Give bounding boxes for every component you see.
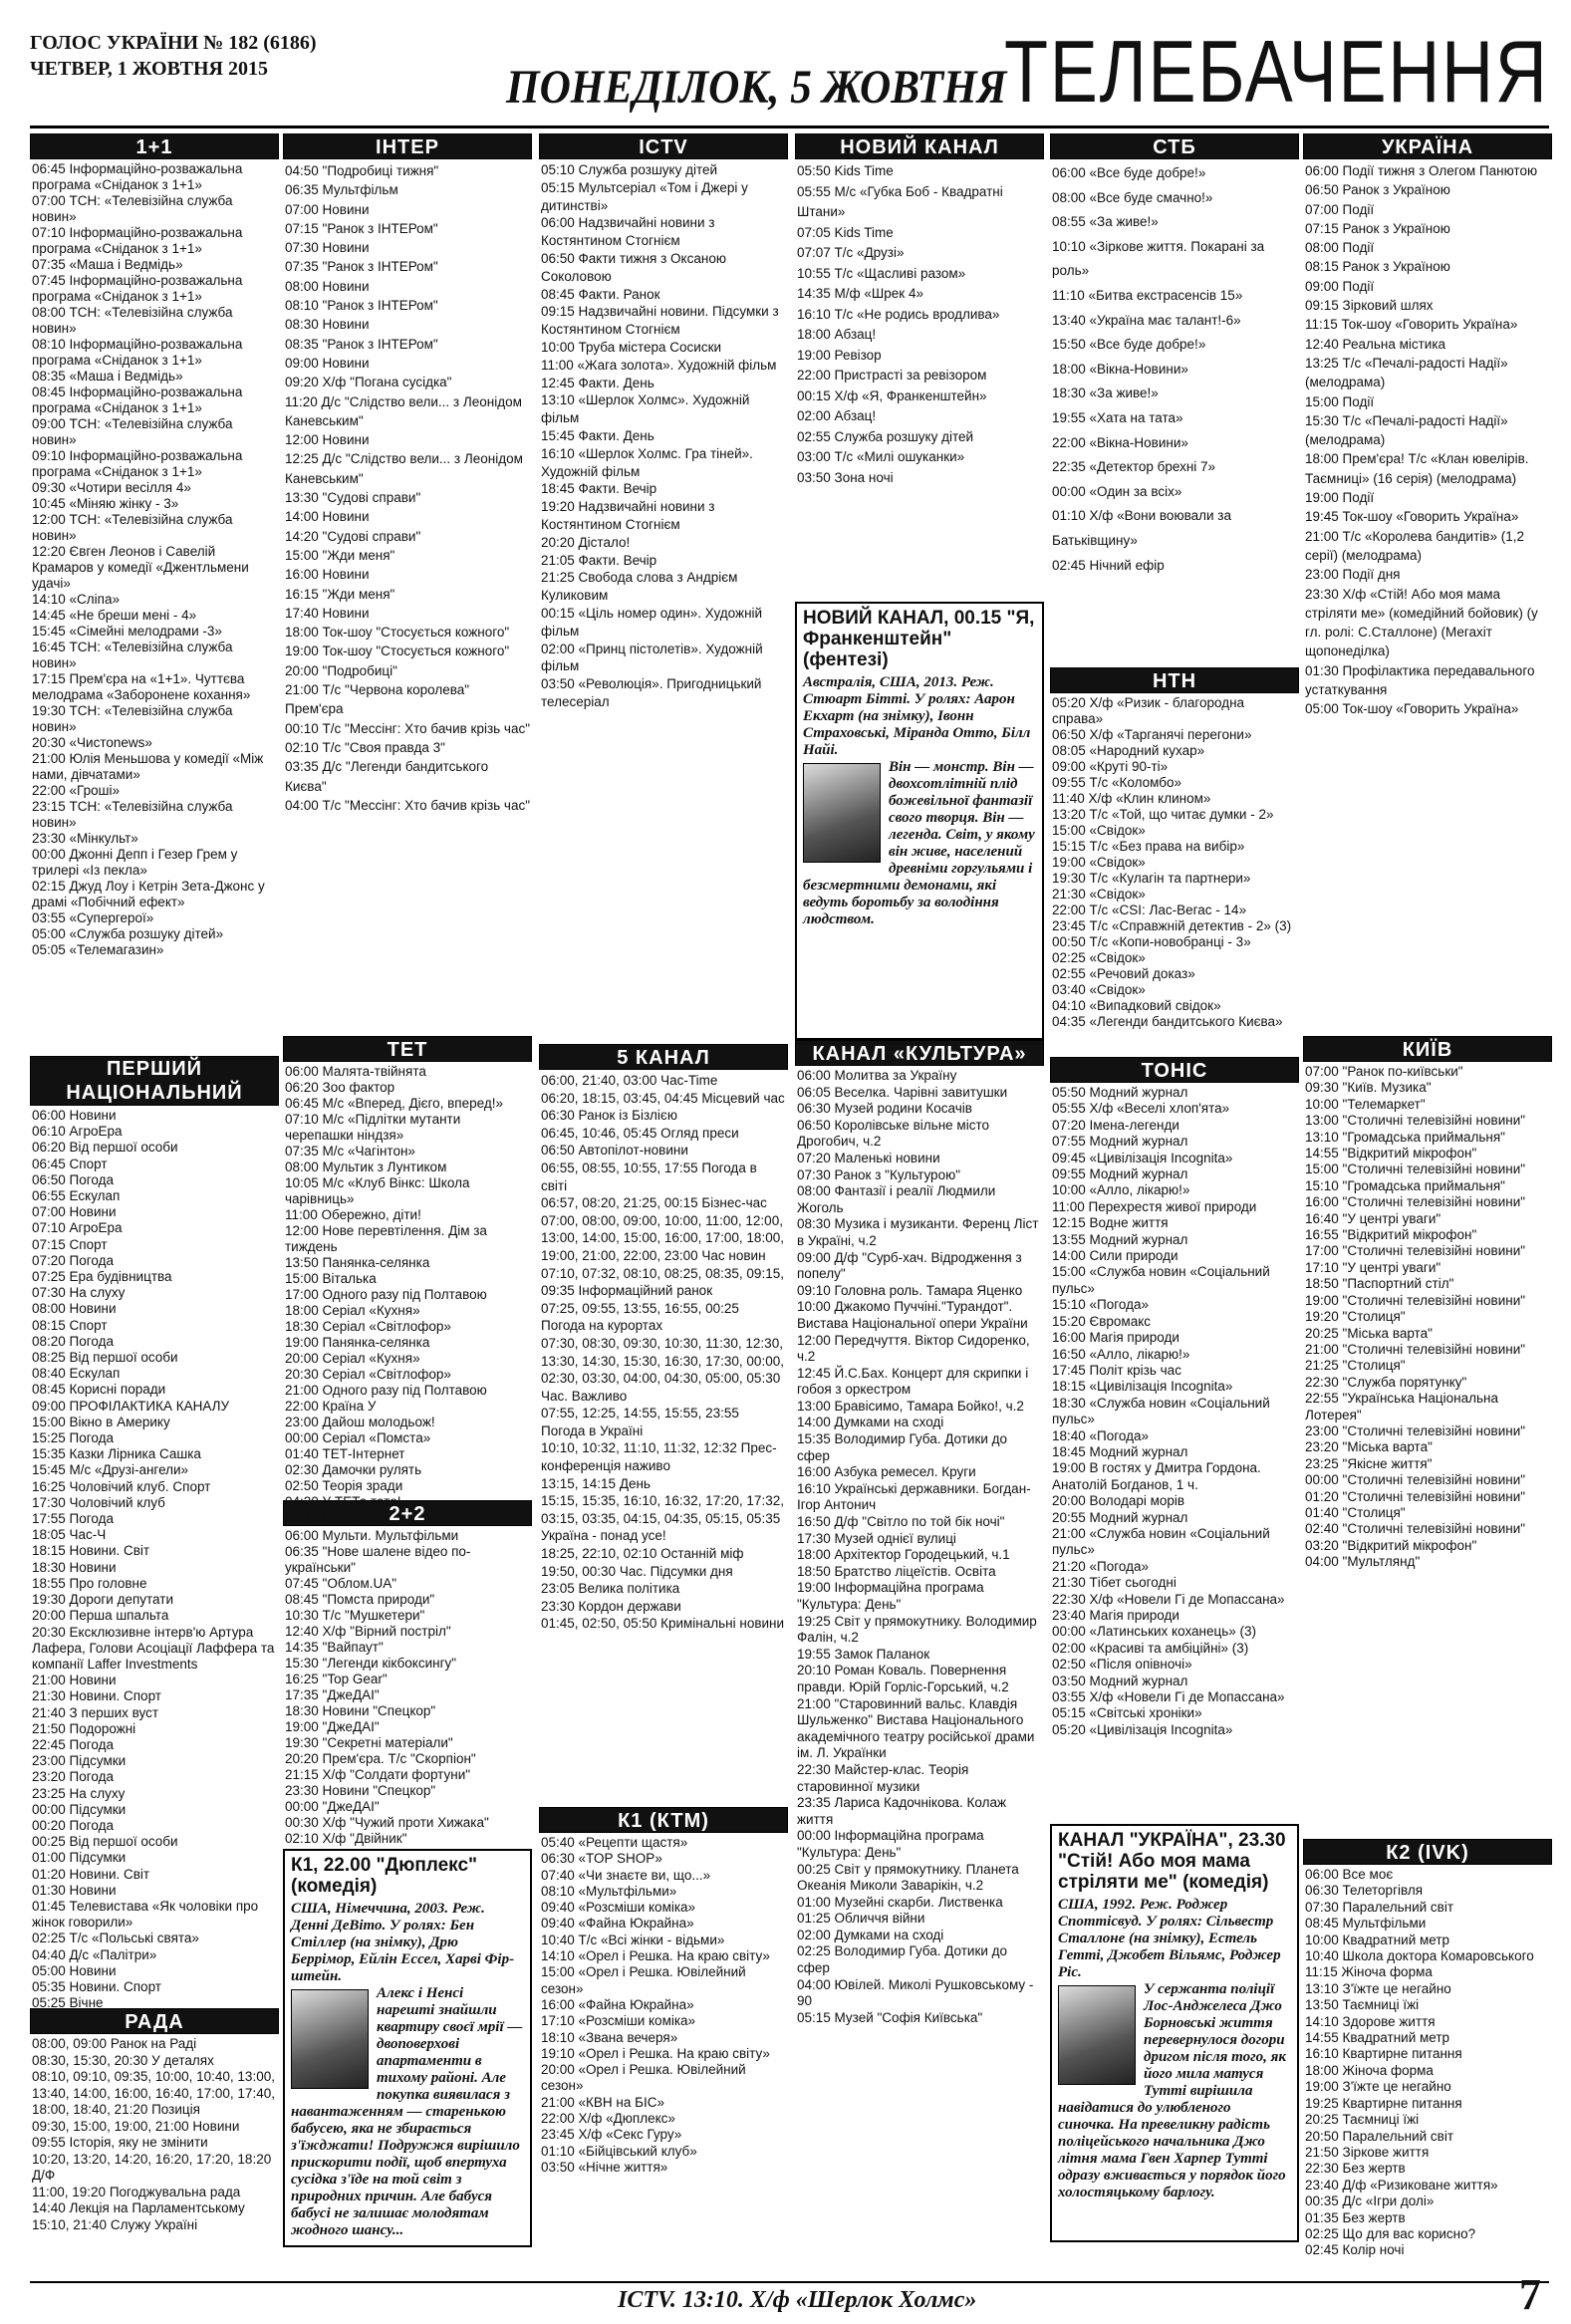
promo-box [1050,1824,1299,2242]
channel-name: 5 КАНАЛ [539,1044,788,1070]
program-list: 05:50 Модний журнал 05:55 Х/ф «Веселі хлоп'ята» 07:20 Імена-легенди 07:55 Модний журнал 09:45 «Цивілізація Incognita» 09:55 Модний журнал 10:00 «Алло, лікарю!» 11:00 Перехрестя живої природи 12:15 Водне життя 13:55 Модний журнал 14:00 Сили природи 15:00 «Служба новин «Соціальний пульс» 15:10 «Погода» 15:20 Євромакс 16:00 Магія природи 16:50 «Алло, лікарю!» 17:45 Політ крізь час 18:15 «Цивілізація Incognita» 18:30 «Служба новин «Соціальний пульс» 18:40 «Погода» 18:45 Модний журнал 19:00 В гостях у Дмитра Гордона. Анатолій Богданов, 1 ч. 20:00 Володарі морів 20:55 Модний журнал 21:00 «Служба новин «Соціальний пульс» 21:20 «Погода» 21:30 Тібет сьогодні 22:30 Х/ф «Новели Гі де Мопассана» 23:40 Магія природи 00:00 «Латинських коханець» (3) 02:00 «Красиві та амбіційні» (3) 02:50 «Після опівночі» 03:50 Модний журнал 03:55 Х/ф «Новели Гі де Мопассана» 05:15 «Світські хроніки» 05:20 «Цивілізація Incognita» [1052,1085,1285,1737]
promo-title: К1, 22.00 "Дюплекс" (комедія) [291,1855,478,1897]
program-list: 06:00, 21:40, 03:00 Час-Time 06:20, 18:15, 03:45, 04:45 Місцевий час 06:30 Ранок із Бізлією 06:45, 10:46, 05:45 Огляд преси 06:50 Автопілот-новини 06:55, 08:55, 10:55, 17:55 Погода в світі 06:57, 08:20, 21:25, 00:15 Бізнес-час 07:00, 08:00, 09:00, 10:00, 11:00, 12:00, 13:00, 14:00, 15:00, 16:00, 17:00, 18:00, 19:00, 21:00, 22:00, 23:00 Час новин 07:10, 07:32, 08:10, 08:25, 08:35, 09:15, 09:35 Інформаційний ранок 07:25, 09:55, 13:55, 16:55, 00:25 Погода на курортах 07:30, 08:30, 09:30, 10:30, 11:30, 12:30, 13:30, 14:30, 15:30, 16:30, 17:30, 00:00, 02:30, 03:30, 04:00, 04:30, 05:00, 05:30 Час. Важливо 07:55, 12:25, 14:55, 15:55, 23:55 Погода в Україні 10:10, 10:32, 11:10, 11:32, 12:32 Прес-конференція наживо 13:15, 14:15 День 15:15, 15:35, 16:10, 16:32, 17:20, 17:32, 03:15, 03:35, 04:15, 04:35, 05:15, 05:35 Україна - понад усе! 18:25, 22:10, 02:10 Останній міф 19:50, 00:30 Час. Підсумки дня 23:05 Велика політика 23:30 Кордон держави 01:45, 02:50, 05:50 Кримінальні новини [541,1073,785,1632]
page-header [30,22,1549,129]
page-number: 7 [1519,2270,1541,2319]
channel-name: К1 (КТМ) [539,1807,788,1833]
promo-credits: США, 1992. Реж. Роджер Споттісвуд. У ролях: Сільвестр Сталлоне (на знімку), Естель Гетті, Джобет Вільямс, Роджер Ріс. [1058,1897,1281,1980]
program-list: 05:40 «Рецепти щастя» 06:30 «TOP SHOP» 07:40 «Чи знаєте ви, що...» 08:10 «Мультфільми» 09:40 «Розсміши коміка» 09:40 «Файна Юкрайна» 10:40 Т/с «Всі жінки - відьми» 14:10 «Орел і Решка. На краю світу» 15:00 «Орел і Решка. Ювілейний сезон» 16:00 «Файна Юкрайна» 17:10 «Розсміши коміка» 18:10 «Звана вечеря» 19:10 «Орел і Решка. На краю світу» 20:00 «Орел і Решка. Ювілейний сезон» 21:00 «КВН на БІС» 22:00 Х/ф «Дюплекс» 23:45 Х/ф «Секс Гуру» 01:10 «Бійцівський клуб» 03:50 «Нічне життя» [541,1835,770,2175]
program-list: 06:00 Малята-твійнята 06:20 Зоо фактор 06:45 М/с «Вперед, Дієго, вперед!» 07:10 М/с «Підлітки мутанти черепашки ніндзя» 07:35 М/с «Чагінтон» 08:00 Мультик з Лунтиком 10:05 М/с «Клуб Вінкс: Школа чарівниць» 11:00 Обережно, діти! 12:00 Нове перевтілення. Дім за тиждень 13:50 Панянка-селянка 15:00 Віталька 17:00 Одного разу під Полтавою 18:00 Серіал «Кухня» 18:30 Серіал «Світлофор» 19:00 Панянка-селянка 20:00 Серіал «Кухня» 20:30 Серіал «Світлофор» 21:00 Одного разу під Полтавою 22:00 Країна У 23:00 Дайош молодьож! 00:00 Серіал «Помста» 01:40 ТЕТ-Інтернет 02:30 Дамочки рулять 02:50 Теорія зради 04:20 У ТЕТа тато! 05:10 Це любов [285,1064,503,1525]
program-list: 04:50 "Подробиці тижня" 06:35 Мультфільм 07:00 Новини 07:15 "Ранок з ІНТЕРом" 07:30 Новини 07:35 "Ранок з ІНТЕРом" 08:00 Новини 08:10 "Ранок з ІНТЕРом" 08:30 Новини 08:35 "Ранок з ІНТЕРом" 09:00 Новини 09:20 Х/ф "Погана сусідка" 11:20 Д/с "Слідство вели... з Леонідом Каневським" 12:00 Новини 12:25 Д/с "Слідство вели... з Леонідом Каневським" 13:30 "Судові справи" 14:00 Новини 14:20 "Судові справи" 15:00 "Жди меня" 16:00 Новини 16:15 "Жди меня" 17:40 Новини 18:00 Ток-шоу "Стосується кожного" 19:00 Ток-шоу "Стосується кожного" 20:00 "Подробиці" 21:00 Т/с "Червона королева" Прем'єра 00:10 Т/с "Мессінг: Хто бачив крізь час" 02:10 Т/с "Своя правда 3" 03:35 Д/с "Легенди бандитського Києва" 04:00 Т/с "Мессінг: Хто бачив крізь час" [285,163,531,813]
issue-date: ЧЕТВЕР, 1 ЖОВТНЯ 2015 [30,58,269,80]
paper-name: ГОЛОС УКРАЇНИ № 182 (6186) [30,32,317,54]
actor-photo [291,1989,369,2089]
column-2 [283,133,532,2247]
promo-text: Він — монстр. Він — двохсотлітній плід божевільної фантазії свого творця. Він — легенда. Світ, у якому він живе, населений древніми горгульями і безсмертними демонами, які ведуть боротьбу за володіння людством. [803,759,1035,927]
channel-name: ICTV [539,133,788,159]
channel-name: ТЕТ [283,1036,532,1062]
column-4 [795,133,1044,2221]
promo-credits: США, Німеччина, 2003. Реж. Денні ДеВіто. У ролях: Бен Стіллер (на знімку), Дрю Беррімор, Ейлін Ессел, Харві Фір-штейн. [291,1901,515,1984]
column-3 [539,133,788,2241]
channel-name: К2 (IVK) [1303,1839,1552,1865]
channel-name: ПЕРШИЙ НАЦІОНАЛЬНИЙ [30,1056,279,1106]
footer-promo: ICTV. 13:10. Х/ф «Шерлок Холмс» [618,2287,977,2313]
program-list: 08:00, 09:00 Ранок на Раді 08:30, 15:30, 20:30 У деталях 08:10, 09:10, 09:35, 10:00, 10:40, 13:00, 13:40, 14:00, 16:00, 16:40, 17:00, 17:40, 18:00, 18:40, 21:20 Позиція 09:30, 15:00, 19:00, 21:00 Новини 09:55 Історія, яку не змінити 10:20, 13:20, 14:20, 16:20, 17:20, 18:20 Д/Ф 11:00, 19:20 Погоджувальна рада 14:40 Лекція на Парламентському 15:10, 21:40 Служу Україні [32,2036,275,2232]
channel-name: НТН [1050,667,1299,693]
program-list: 06:00 Новини 06:10 АгроЕра 06:20 Від першої особи 06:45 Спорт 06:50 Погода 06:55 Ескулап 07:00 Новини 07:10 АгроЕра 07:15 Спорт 07:20 Погода 07:25 Ера будівництва 07:30 На слуху 08:00 Новини 08:15 Спорт 08:20 Погода 08:25 Від першої особи 08:40 Ескулап 08:45 Корисні поради 09:00 ПРОФІЛАКТИКА КАНАЛУ 15:00 Вікно в Америку 15:25 Погода 15:35 Казки Лірника Сашка 15:45 М/с «Друзі-ангели» 16:25 Чоловічий клуб. Спорт 17:30 Чоловічий клуб 17:55 Погода 18:05 Час-Ч 18:15 Новини. Світ 18:30 Новини 18:55 Про головне 19:30 Дороги депутати 20:00 Перша шпальта 20:30 Ексклюзивне інтерв'ю Артура Лафера, Голови Асоціації Лаффера та компанії Laffer Investments 21:00 Новини 21:30 Новини. Спорт 21:40 З перших вуст 21:50 Подорожні 22:45 Погода 23:00 Підсумки 23:20 Погода 23:25 На слуху 00:00 Підсумки 00:20 Погода 00:25 Від першої особи 01:00 Підсумки 01:20 Новини. Світ 01:30 Новини 01:45 Телевистава «Як чоловіки про жінок говорили» 02:25 Т/с «Польські свята» 04:40 Д/с «Палітри» 05:00 Новини 05:35 Новини. Спорт 05:25 Вічне [32,1108,275,2011]
program-list: 06:00 Події тижня з Олегом Панютою 06:50 Ранок з Україною 07:00 Події 07:15 Ранок з Україною 08:00 Події 08:15 Ранок з Україною 09:00 Події 09:15 Зірковий шлях 11:15 Ток-шоу «Говорить Україна» 12:40 Реальна містика 13:25 Т/с «Печалі-радості Надії» (мелодрама) 15:00 Події 15:30 Т/с «Печалі-радості Надії» (мелодрама) 18:00 Прем'єра! Т/с «Клан ювелірів. Таємниці» (16 серія) (мелодрама) 19:00 Події 19:45 Ток-шоу «Говорить Україна» 21:00 Т/с «Королева бандитів» (1,2 серії) (мелодрама) 23:00 Події дня 23:30 Х/ф «Стій! Або моя мама стріляти ме» (комедійний бойовик) (у гл. ролі: С.Сталлоне) (Мегахіт щопонеділка) 01:30 Профілактика передавального устаткування 05:00 Ток-шоу «Говорить Україна» [1305,163,1538,717]
promo-text: Алекс і Ненсі нарешті знайшли квартиру своєї мрії — двоповерхові апартаменти в тихому районі. Але покупка виявилася з навантаженням — старенькою бабусею, яка не збирається з'їжджати! Подружжя вирішило прискорити події, щоб впертуха сусідка з'їде на той світ з природних причин. Але бабуся бабусі не залишає молодятам жодного шансу... [291,1985,523,2238]
header-rule [30,126,1549,129]
promo-box [795,602,1044,1040]
program-list: 06:00 «Все буде добре!» 08:00 «Все буде смачно!» 08:55 «За живе!» 10:10 «Зіркове життя. Покарані за роль» 11:10 «Битва екстрасенсів 15» 13:40 «Україна має талант!-6» 15:50 «Все буде добре!» 18:00 «Вікна-Новини» 18:30 «За живе!» 19:55 «Хата на тата» 22:00 «Вікна-Новини» 22:35 «Детектор брехні 7» 00:00 «Один за всіх» 01:10 Х/ф «Вони воювали за Батьківщину» 02:45 Нічний ефір [1052,165,1265,573]
column-6 [1303,133,1552,2283]
channel-name: РАДА [30,2008,279,2034]
channel-name: 2+2 [283,1500,532,1526]
channel-name: КАНАЛ «КУЛЬТУРА» [795,1040,1044,1066]
program-list: 05:20 Х/ф «Ризик - благородна справа» 06:50 Х/ф «Тарганячі перегони» 08:05 «Народний кухар» 09:00 «Круті 90-ті» 09:55 Т/с «Коломбо» 11:40 Х/ф «Клин клином» 13:20 Т/с «Той, що читає думки - 2» 15:00 «Свідок» 15:15 Т/с «Без права на вибір» 19:00 «Свідок» 19:30 Т/с «Кулагін та партнери» 21:30 «Свідок» 22:00 Т/с «CSI: Лас-Вегас - 14» 23:45 Т/с «Справжній детектив - 2» (3) 00:50 Т/с «Копи-новобранці - 3» 02:25 «Свідок» 02:55 «Речовий доказ» 03:40 «Свідок» 04:10 «Випадковий свідок» 04:35 «Легенди бандитського Києва» [1052,695,1292,1029]
section-title: ТЕЛЕБАЧЕННЯ [1004,22,1549,121]
schedule-day: ПОНЕДІЛОК, 5 ЖОВТНЯ [506,61,1007,114]
program-list: 06:00 Мульти. Мультфільми 06:35 "Нове шалене відео по-українськи" 07:45 "Облом.UA" 08:45 "Помста природи" 10:30 Т/с "Мушкетери" 12:40 Х/ф "Вірний постріл" 14:35 "Вайпаут" 15:30 "Легенди кікбоксингу" 16:25 "Top Gear" 17:35 "ДжеДАІ" 18:30 Новини "Спецкор" 19:00 "ДжеДАІ" 19:30 "Секретні матеріали" 20:20 Прем'єра. Т/с "Скорпіон" 21:15 Х/ф "Солдати фортуни" 23:30 Новини "Спецкор" 00:00 "ДжеДАІ" 00:30 Х/ф "Чужий проти Хижака" 02:10 Х/ф "Двійник" [285,1528,489,1846]
column-5 [1050,133,1299,2242]
program-list: 06:45 Інформаційно-розважальна програма «Сніданок з 1+1» 07:00 ТСН: «Телевізійна служба новин» 07:10 Інформаційно-розважальна програма «Сніданок з 1+1» 07:35 «Маша і Ведмідь» 07:45 Інформаційно-розважальна програма «Сніданок з 1+1» 08:00 ТСН: «Телевізійна служба новин» 08:10 Інформаційно-розважальна програма «Сніданок з 1+1» 08:35 «Маша і Ведмідь» 08:45 Інформаційно-розважальна програма «Сніданок з 1+1» 09:00 ТСН: «Телевізійна служба новин» 09:10 Інформаційно-розважальна програма «Сніданок з 1+1» 09:30 «Чотири весілля 4» 10:45 «Міняю жінку - 3» 12:00 ТСН: «Телевізійна служба новин» 12:20 Євген Леонов і Савелій Крамаров у комедії «Джентльмени удачі» 14:10 «Сліпа» 14:45 «Не бреши мені - 4» 15:45 «Сімейні мелодрами -3» 16:45 ТСН: «Телевізійна служба новин» 17:15 Прем'єра на «1+1». Чуттєва мелодрама «Заборонене кохання» 19:30 ТСН: «Телевізійна служба новин» 20:30 «Чистоnews» 21:00 Юлія Меньшова у комедії «Між нами, дівчатами» 22:00 «Гроші» 23:15 ТСН: «Телевізійна служба новин» 23:30 «Мінкульт» 00:00 Джонні Депп і Гезер Грем у трилері «Із пекла» 02:15 Джуд Лоу і Кетрін Зета-Джонс у драмі «Побічний ефект» 03:55 «Супергерої» 05:00 «Служба розшуку дітей» 05:05 «Телемагазин» [32,161,265,957]
paper-info [30,30,317,82]
actor-photo [803,763,881,863]
program-list: 05:50 Kids Time 05:55 М/с «Губка Боб - Квадратні Штани» 07:05 Kids Time 07:07 Т/с «Друзі» 10:55 Т/с «Щасливі разом» 14:35 М/ф «Шрек 4» 16:10 Т/с «Не родись вродлива» 18:00 Абзац! 19:00 Ревізор 22:00 Пристрасті за ревізором 00:15 Х/ф «Я, Франкенштейн» 02:00 Абзац! 02:55 Служба розшуку дітей 03:00 Т/с «Милі ошуканки» 03:50 Зона ночі [797,163,1003,485]
promo-box [283,1849,532,2247]
program-list: 05:10 Служба розшуку дітей 05:15 Мультсеріал «Том і Джері у дитинстві» 06:00 Надзвичайні новини з Костянтином Стогнієм 06:50 Факти тижня з Оксаною Соколовою 08:45 Факти. Ранок 09:15 Надзвичайні новини. Підсумки з Костянтином Стогнієм 10:00 Труба містера Сосиски 11:00 «Жага золота». Художній фільм 12:45 Факти. День 13:10 «Шерлок Холмс». Художній фільм 15:45 Факти. День 16:10 «Шерлок Холмс. Гра тіней». Художній фільм 18:45 Факти. Вечір 19:20 Надзвичайні новини з Костянтином Стогнієм 20:20 Дістало! 21:05 Факти. Вечір 21:25 Свобода слова з Андрієм Куликовим 00:15 «Ціль номер один». Художній фільм 02:00 «Принц пістолетів». Художній фільм 03:50 «Революція». Пригодницький телесеріал [541,162,779,709]
promo-title: НОВИЙ КАНАЛ, 00.15 "Я, Франкенштейн" (фентезі) [803,608,1035,670]
channel-name: УКРАЇНА [1303,133,1552,159]
program-list: 07:00 "Ранок по-київськи" 09:30 "Київ. Музика" 10:00 "Телемаркет" 13:00 "Столичні телевізійні новини" 13:10 "Громадська приймальня" 14:55 "Відкритий мікрофон" 15:00 "Столичні телевізійні новини" 15:10 "Громадська приймальня" 16:00 "Столичні телевізійні новини" 16:40 "У центрі уваги" 16:55 "Відкритий мікрофон" 17:00 "Столичні телевізійні новини" 17:10 "У центрі уваги" 18:50 "Паспортний стіл" 19:00 "Столичні телевізійні новини" 19:20 "Столиця" 20:25 "Міська варта" 21:00 "Столичні телевізійні новини" 21:25 "Столиця" 22:30 "Служба порятунку" 22:55 "Українська Національна Лотерея" 23:00 "Столичні телевізійні новини" 23:20 "Міська варта" 23:25 "Якісне життя" 00:00 "Столичні телевізійні новини" 01:20 "Столичні телевізійні новини" 01:40 "Столиця" 02:40 "Столичні телевізійні новини" 03:20 "Відкритий мікрофон" 04:00 "Мультлянд" [1305,1064,1526,1570]
actor-photo [1058,1985,1136,2085]
channel-name: КИЇВ [1303,1036,1552,1062]
promo-text: У сержанта поліції Лос-Анджелеса Джо Борновські життя перевернулося догори дригом після того, як його мила матуся Тутті вирішила навідатися до улюбленого синочка. На превеликну радість поліцейського начальника Джо літня мама Гвен Харпер Тутті одразу вживається у порядок його холостяцькому барлогу. [1058,1981,1286,2200]
channel-name: ТОНІС [1050,1057,1299,1083]
column-1 [30,133,279,2237]
channel-name: НОВИЙ КАНАЛ [795,133,1044,159]
promo-credits: Австралія, США, 2013. Реж. Стюарт Бітті. У ролях: Аарон Екхарт (на знімку), Івонн Страховські, Міранда Отто, Білл Найі. [803,674,1031,758]
channel-name: СТБ [1050,133,1299,159]
channel-name: ІНТЕР [283,133,532,159]
channel-name: 1+1 [30,133,279,159]
program-list: 06:00 Все моє 06:30 Телеторгівля 07:30 Паралельний світ 08:45 Мультфільми 10:00 Квадратний метр 10:40 Школа доктора Комаровського 11:15 Жіноча форма 13:10 З'їжте це негайно 13:50 Таємниці їжі 14:10 Здорове життя 14:55 Квадратний метр 16:10 Квартирне питання 18:00 Жіноча форма 19:00 З'їжте це негайно 19:25 Квартирне питання 20:25 Таємниці їжі 20:50 Паралельний світ 21:50 Зіркове життя 22:30 Без жертв 23:40 Д/ф «Ризиковане життя» 00:35 Д/с «Ігри долі» 01:35 Без жертв 02:25 Що для вас корисно? 02:45 Колір ночі [1305,1867,1534,2258]
program-list: 06:00 Молитва за Україну 06:05 Веселка. Чарівні завитушки 06:30 Музей родини Косачів 06:50 Королівське вільне місто Дрогобич, ч.2 07:20 Маленькі новини 07:30 Ранок з "Культурою" 08:00 Фантазії і реалії Людмили Жоголь 08:30 Музика і музиканти. Ференц Ліст в Україні, ч.2 09:00 Д/ф "Сурб-хач. Відродження з попелу" 09:10 Головна роль. Тамара Яценко 10:00 Джакомо Пуччіні."Турандот". Вистава Національної опери України 12:00 Передчуття. Віктор Сидоренко, ч.2 12:45 Й.С.Бах. Концерт для скрипки і гобоя з оркестром 13:00 Бравісимо, Тамара Бойко!, ч.2 14:00 Думками на сході 15:35 Володимир Губа. Дотики до сфер 16:00 Азбука ремесел. Круги 16:10 Українські державники. Богдан-Ігор Антонич 16:50 Д/ф "Світло по той бік ночі" 17:30 Музей однієї вулиці 18:00 Архітектор Городецький, ч.1 18:50 Братство ліцеїстів. Освіта 19:00 Інформаційна програма "Культура: День" 19:25 Світ у прямокутнику. Володимир Фалін, ч.2 19:55 Замок Паланок 20:10 Роман Коваль. Повернення правди. Юрій Горліс-Горський, ч.2 21:00 "Старовинний вальс. Клавдія Шульженко" Вистава Національного академічного театру російської драми ім. Л. Українки 22:30 Майстер-клас. Теорія старовинної музики 23:35 Лариса Кадочнікова. Колаж життя 00:00 Інформаційна програма "Культура: День" 00:25 Світ у прямокутнику. Планета Океанія Миколи Заварікін, ч.2 01:00 Музейні скарби. Лиственка 01:25 Обличчя війни 02:00 Думками на сході 02:25 Володимир Губа. Дотики до сфер 04:00 Ювілей. Миколі Рушковському - 90 05:15 Музей "Софія Київська" [797,1068,1039,2025]
promo-title: КАНАЛ "УКРАЇНА", 23.30 "Стій! Або моя мама стріляти ме" (комедія) [1058,1830,1286,1893]
